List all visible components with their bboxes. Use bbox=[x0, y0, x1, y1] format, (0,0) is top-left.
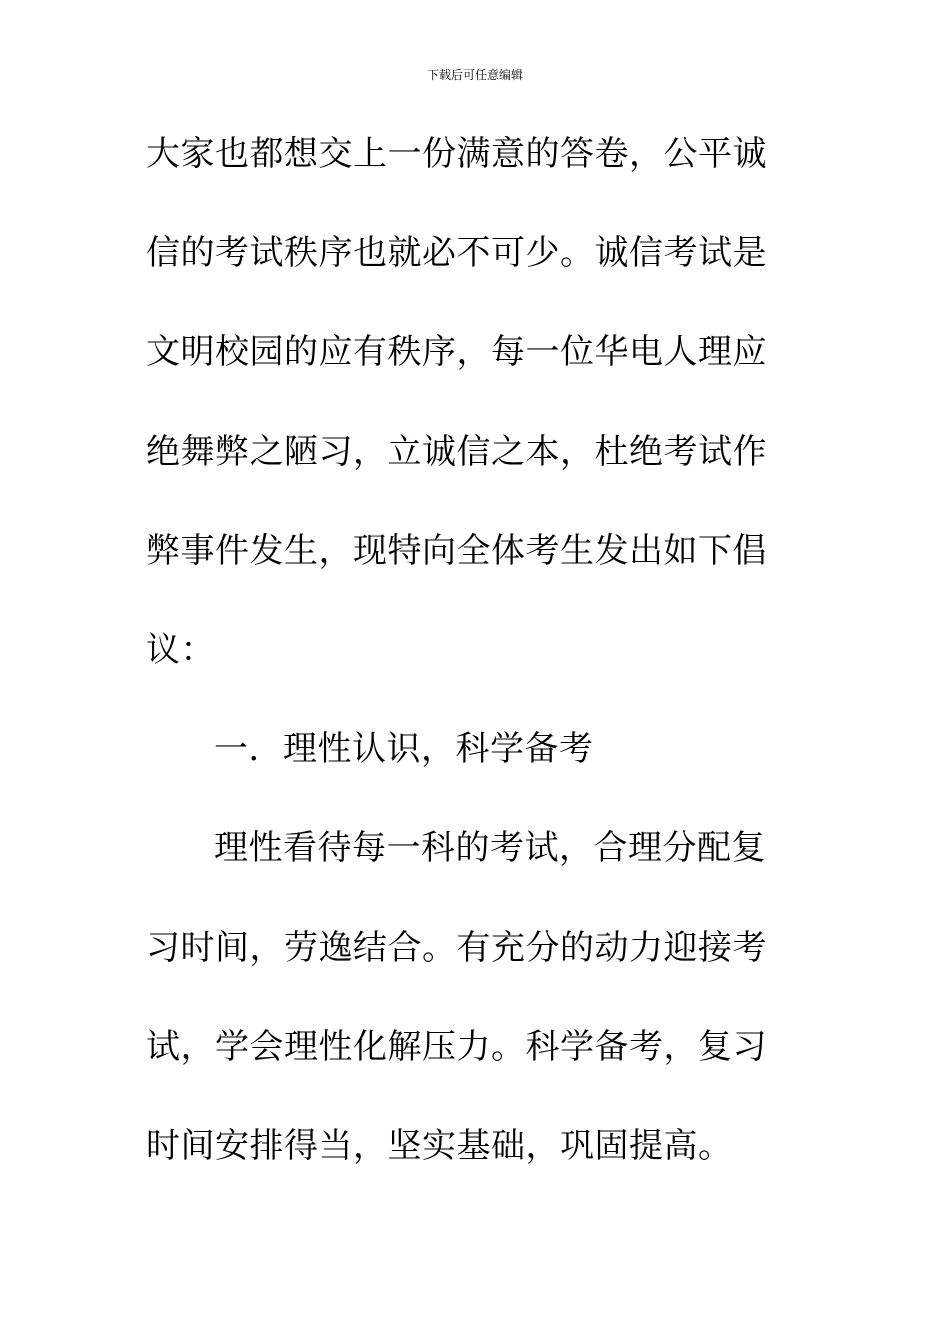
body-line: 习时间，劳逸结合。有充分的动力迎接考 bbox=[146, 927, 767, 968]
body-line: 理性看待每一科的考试，合理分配复 bbox=[214, 828, 766, 869]
section-heading: 一．理性认识，科学备考 bbox=[214, 729, 594, 770]
document-body bbox=[146, 126, 776, 1217]
body-line: 大家也都想交上一份满意的答卷，公平诚 bbox=[146, 134, 767, 174]
header-note: 下载后可任意编辑 bbox=[426, 68, 523, 82]
body-line: 试，学会理性化解压力。科学备考，复习 bbox=[146, 1026, 767, 1067]
body-line: 绝舞弊之陋习，立诚信之本，杜绝考试作 bbox=[146, 431, 767, 472]
body-line: 弊事件发生，现特向全体考生发出如下倡 bbox=[146, 530, 767, 571]
body-line: 文明校园的应有秩序，每一位华电人理应 bbox=[146, 332, 767, 373]
body-line: 议： bbox=[146, 629, 215, 670]
body-line: 时间安排得当，坚实基础，巩固提高。 bbox=[146, 1125, 733, 1166]
body-line: 信的考试秩序也就必不可少。诚信考试是 bbox=[146, 233, 767, 274]
